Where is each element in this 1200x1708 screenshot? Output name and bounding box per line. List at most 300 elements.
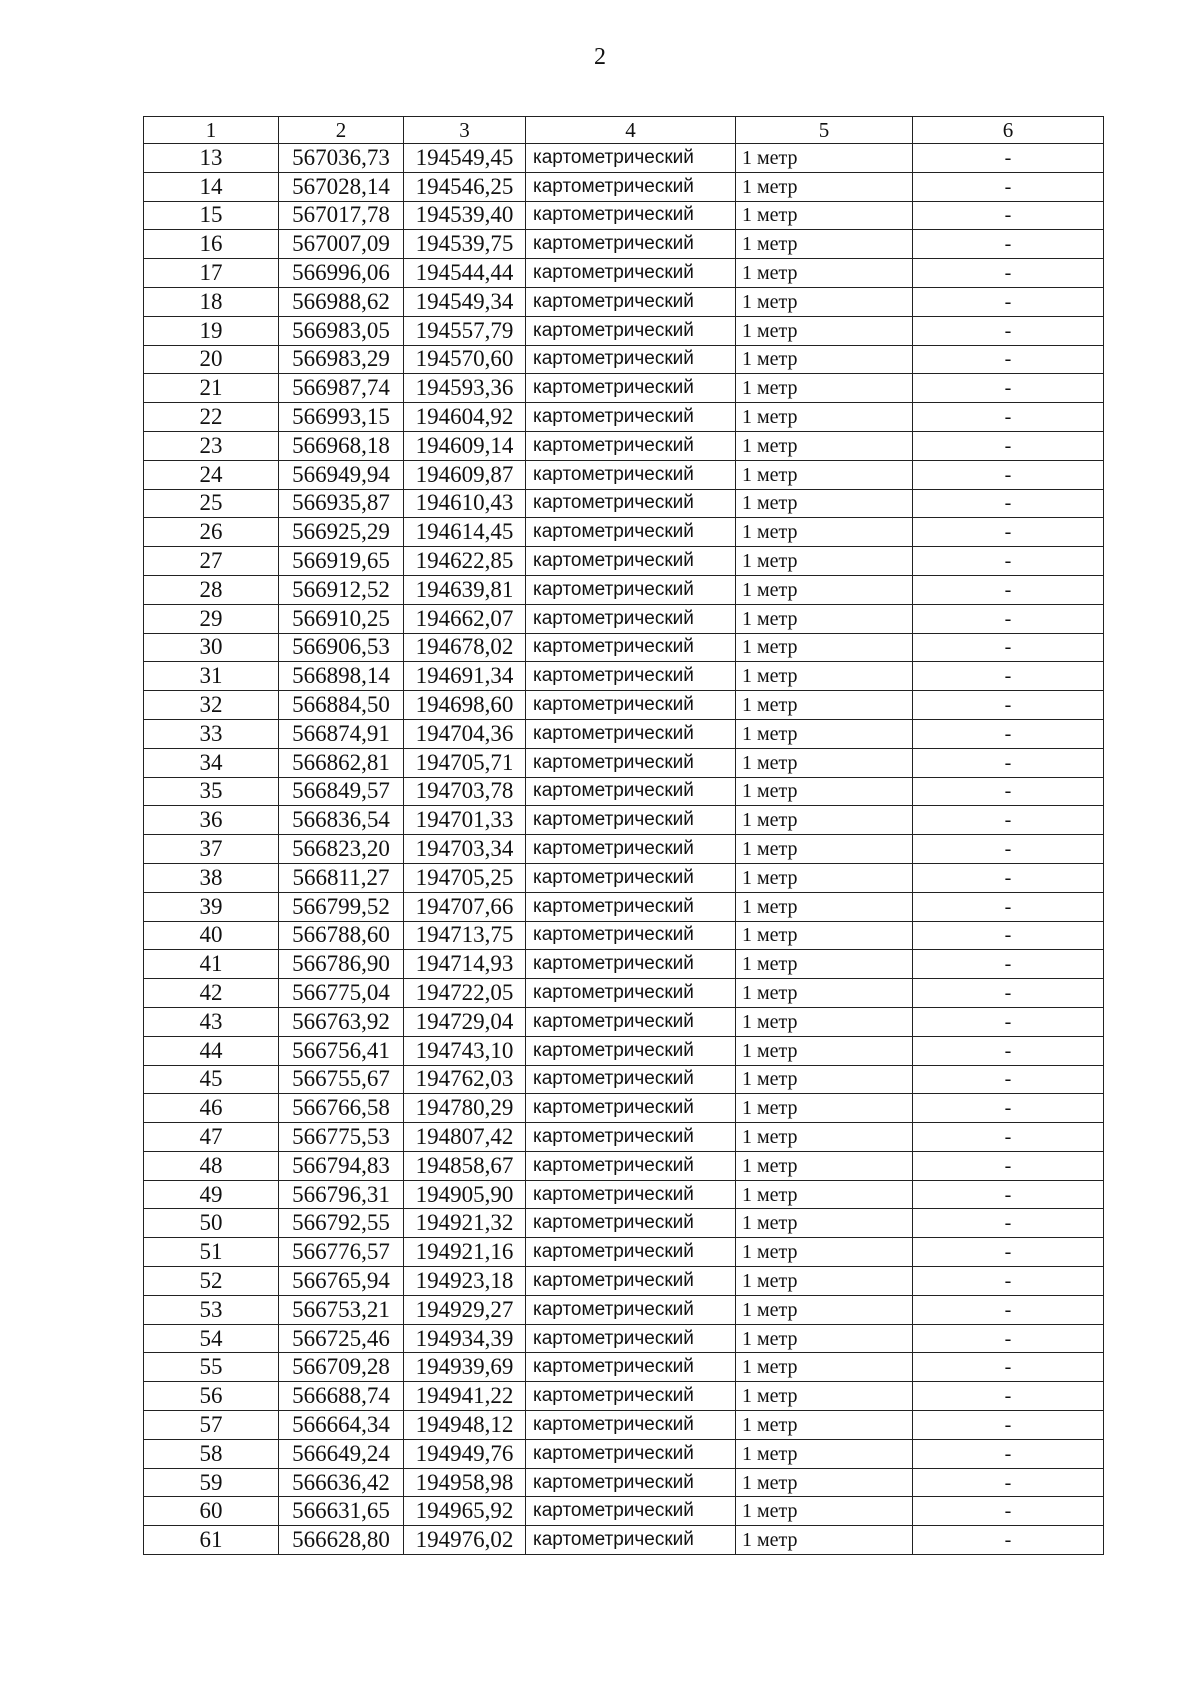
note-cell: - [913,1123,1104,1152]
accuracy-cell: 1 метр [736,374,913,403]
method-cell: картометрический [526,1267,736,1296]
table-row [144,1497,1104,1526]
point-number-cell: 20 [144,345,279,374]
table-row [144,403,1104,432]
x-coordinate-cell: 566811,27 [279,863,404,892]
note-cell: - [913,316,1104,345]
table-row [144,1353,1104,1382]
method-cell: картометрический [526,230,736,259]
y-coordinate-cell: 194921,32 [404,1209,526,1238]
x-coordinate-cell: 566988,62 [279,287,404,316]
note-cell: - [913,1180,1104,1209]
table-row [144,1123,1104,1152]
table-row [144,489,1104,518]
accuracy-cell: 1 метр [736,1382,913,1411]
note-cell: - [913,1353,1104,1382]
table-row [144,1065,1104,1094]
table-row [144,518,1104,547]
table-row [144,547,1104,576]
y-coordinate-cell: 194691,34 [404,662,526,691]
table-row [144,1036,1104,1065]
accuracy-cell: 1 метр [736,892,913,921]
x-coordinate-cell: 566755,67 [279,1065,404,1094]
table-row [144,287,1104,316]
note-cell: - [913,259,1104,288]
note-cell: - [913,403,1104,432]
y-coordinate-cell: 194807,42 [404,1123,526,1152]
note-cell: - [913,863,1104,892]
y-coordinate-cell: 194622,85 [404,547,526,576]
note-cell: - [913,1411,1104,1440]
y-coordinate-cell: 194609,14 [404,431,526,460]
method-cell: картометрический [526,835,736,864]
method-cell: картометрический [526,201,736,230]
note-cell: - [913,1439,1104,1468]
y-coordinate-cell: 194705,25 [404,863,526,892]
note-cell: - [913,575,1104,604]
method-cell: картометрический [526,1007,736,1036]
y-coordinate-cell: 194948,12 [404,1411,526,1440]
table-row [144,144,1104,173]
point-number-cell: 44 [144,1036,279,1065]
point-number-cell: 19 [144,316,279,345]
accuracy-cell: 1 метр [736,921,913,950]
table-row [144,1468,1104,1497]
point-number-cell: 51 [144,1238,279,1267]
method-cell: картометрический [526,460,736,489]
note-cell: - [913,431,1104,460]
accuracy-cell: 1 метр [736,345,913,374]
x-coordinate-cell: 566792,55 [279,1209,404,1238]
x-coordinate-cell: 566775,53 [279,1123,404,1152]
accuracy-cell: 1 метр [736,1180,913,1209]
point-number-cell: 40 [144,921,279,950]
y-coordinate-cell: 194729,04 [404,1007,526,1036]
y-coordinate-cell: 194544,44 [404,259,526,288]
table-row [144,172,1104,201]
method-cell: картометрический [526,1238,736,1267]
method-cell: картометрический [526,1180,736,1209]
y-coordinate-cell: 194921,16 [404,1238,526,1267]
note-cell: - [913,374,1104,403]
table-row [144,460,1104,489]
point-number-cell: 55 [144,1353,279,1382]
method-cell: картометрический [526,1123,736,1152]
method-cell: картометрический [526,1526,736,1555]
note-cell: - [913,144,1104,173]
note-cell: - [913,950,1104,979]
method-cell: картометрический [526,691,736,720]
x-coordinate-cell: 566983,29 [279,345,404,374]
note-cell: - [913,719,1104,748]
y-coordinate-cell: 194714,93 [404,950,526,979]
accuracy-cell: 1 метр [736,144,913,173]
note-cell: - [913,691,1104,720]
point-number-cell: 54 [144,1324,279,1353]
accuracy-cell: 1 метр [736,1036,913,1065]
note-cell: - [913,1324,1104,1353]
method-cell: картометрический [526,1324,736,1353]
method-cell: картометрический [526,547,736,576]
table-row [144,1295,1104,1324]
x-coordinate-cell: 566753,21 [279,1295,404,1324]
y-coordinate-cell: 194539,75 [404,230,526,259]
method-cell: картометрический [526,1382,736,1411]
x-coordinate-cell: 566836,54 [279,806,404,835]
y-coordinate-cell: 194609,87 [404,460,526,489]
note-cell: - [913,1209,1104,1238]
table-row [144,950,1104,979]
note-cell: - [913,1497,1104,1526]
y-coordinate-cell: 194939,69 [404,1353,526,1382]
y-coordinate-cell: 194743,10 [404,1036,526,1065]
note-cell: - [913,1238,1104,1267]
table-row [144,1439,1104,1468]
method-cell: картометрический [526,489,736,518]
x-coordinate-cell: 566935,87 [279,489,404,518]
table-header [144,117,1104,144]
accuracy-cell: 1 метр [736,1324,913,1353]
note-cell: - [913,604,1104,633]
point-number-cell: 43 [144,1007,279,1036]
method-cell: картометрический [526,345,736,374]
y-coordinate-cell: 194762,03 [404,1065,526,1094]
table-row [144,1209,1104,1238]
accuracy-cell: 1 метр [736,316,913,345]
accuracy-cell: 1 метр [736,748,913,777]
method-cell: картометрический [526,719,736,748]
point-number-cell: 41 [144,950,279,979]
x-coordinate-cell: 566688,74 [279,1382,404,1411]
note-cell: - [913,1007,1104,1036]
note-cell: - [913,172,1104,201]
accuracy-cell: 1 метр [736,1209,913,1238]
accuracy-cell: 1 метр [736,979,913,1008]
note-cell: - [913,201,1104,230]
note-cell: - [913,1267,1104,1296]
accuracy-cell: 1 метр [736,230,913,259]
x-coordinate-cell: 566949,94 [279,460,404,489]
accuracy-cell: 1 метр [736,431,913,460]
method-cell: картометрический [526,403,736,432]
accuracy-cell: 1 метр [736,863,913,892]
method-cell: картометрический [526,1497,736,1526]
x-coordinate-cell: 566631,65 [279,1497,404,1526]
y-coordinate-cell: 194703,78 [404,777,526,806]
table-row [144,374,1104,403]
method-cell: картометрический [526,1468,736,1497]
table-row [144,979,1104,1008]
accuracy-cell: 1 метр [736,1151,913,1180]
accuracy-cell: 1 метр [736,1238,913,1267]
note-cell: - [913,287,1104,316]
table-row [144,604,1104,633]
point-number-cell: 47 [144,1123,279,1152]
accuracy-cell: 1 метр [736,691,913,720]
point-number-cell: 25 [144,489,279,518]
x-coordinate-cell: 566849,57 [279,777,404,806]
accuracy-cell: 1 метр [736,604,913,633]
accuracy-cell: 1 метр [736,806,913,835]
table-row [144,1267,1104,1296]
y-coordinate-cell: 194934,39 [404,1324,526,1353]
accuracy-cell: 1 метр [736,1094,913,1123]
x-coordinate-cell: 566898,14 [279,662,404,691]
x-coordinate-cell: 567036,73 [279,144,404,173]
header-cell-4: 4 [526,117,736,144]
point-number-cell: 33 [144,719,279,748]
table-row [144,1180,1104,1209]
x-coordinate-cell: 566993,15 [279,403,404,432]
table-row [144,1238,1104,1267]
header-cell-1: 1 [144,117,279,144]
point-number-cell: 52 [144,1267,279,1296]
x-coordinate-cell: 567028,14 [279,172,404,201]
x-coordinate-cell: 566709,28 [279,1353,404,1382]
table-row [144,633,1104,662]
method-cell: картометрический [526,863,736,892]
accuracy-cell: 1 метр [736,835,913,864]
x-coordinate-cell: 566788,60 [279,921,404,950]
method-cell: картометрический [526,172,736,201]
accuracy-cell: 1 метр [736,1123,913,1152]
point-number-cell: 45 [144,1065,279,1094]
table-row [144,662,1104,691]
note-cell: - [913,1526,1104,1555]
accuracy-cell: 1 метр [736,662,913,691]
y-coordinate-cell: 194701,33 [404,806,526,835]
point-number-cell: 22 [144,403,279,432]
note-cell: - [913,921,1104,950]
accuracy-cell: 1 метр [736,1468,913,1497]
point-number-cell: 39 [144,892,279,921]
note-cell: - [913,662,1104,691]
x-coordinate-cell: 566919,65 [279,547,404,576]
x-coordinate-cell: 566983,05 [279,316,404,345]
table-row [144,1411,1104,1440]
note-cell: - [913,1151,1104,1180]
x-coordinate-cell: 566775,04 [279,979,404,1008]
note-cell: - [913,345,1104,374]
x-coordinate-cell: 566925,29 [279,518,404,547]
note-cell: - [913,518,1104,547]
x-coordinate-cell: 566884,50 [279,691,404,720]
accuracy-cell: 1 метр [736,950,913,979]
accuracy-cell: 1 метр [736,1526,913,1555]
accuracy-cell: 1 метр [736,547,913,576]
note-cell: - [913,489,1104,518]
point-number-cell: 30 [144,633,279,662]
accuracy-cell: 1 метр [736,1267,913,1296]
point-number-cell: 14 [144,172,279,201]
method-cell: картометрический [526,374,736,403]
method-cell: картометрический [526,144,736,173]
accuracy-cell: 1 метр [736,489,913,518]
accuracy-cell: 1 метр [736,1353,913,1382]
x-coordinate-cell: 566763,92 [279,1007,404,1036]
point-number-cell: 17 [144,259,279,288]
x-coordinate-cell: 566786,90 [279,950,404,979]
y-coordinate-cell: 194929,27 [404,1295,526,1324]
note-cell: - [913,892,1104,921]
note-cell: - [913,1382,1104,1411]
y-coordinate-cell: 194713,75 [404,921,526,950]
accuracy-cell: 1 метр [736,633,913,662]
accuracy-cell: 1 метр [736,719,913,748]
note-cell: - [913,777,1104,806]
table-row [144,719,1104,748]
y-coordinate-cell: 194549,45 [404,144,526,173]
accuracy-cell: 1 метр [736,518,913,547]
x-coordinate-cell: 567017,78 [279,201,404,230]
note-cell: - [913,1468,1104,1497]
method-cell: картометрический [526,604,736,633]
table-row [144,892,1104,921]
table-row [144,1526,1104,1555]
note-cell: - [913,230,1104,259]
accuracy-cell: 1 метр [736,1065,913,1094]
point-number-cell: 60 [144,1497,279,1526]
accuracy-cell: 1 метр [736,201,913,230]
x-coordinate-cell: 566794,83 [279,1151,404,1180]
y-coordinate-cell: 194639,81 [404,575,526,604]
point-number-cell: 16 [144,230,279,259]
y-coordinate-cell: 194965,92 [404,1497,526,1526]
table-row [144,806,1104,835]
y-coordinate-cell: 194705,71 [404,748,526,777]
table-row [144,201,1104,230]
table-row [144,259,1104,288]
method-cell: картометрический [526,1036,736,1065]
point-number-cell: 57 [144,1411,279,1440]
note-cell: - [913,835,1104,864]
header-cell-5: 5 [736,117,913,144]
point-number-cell: 49 [144,1180,279,1209]
method-cell: картометрический [526,806,736,835]
table-row [144,748,1104,777]
point-number-cell: 46 [144,1094,279,1123]
table-row [144,431,1104,460]
y-coordinate-cell: 194546,25 [404,172,526,201]
method-cell: картометрический [526,777,736,806]
y-coordinate-cell: 194604,92 [404,403,526,432]
y-coordinate-cell: 194958,98 [404,1468,526,1497]
y-coordinate-cell: 194703,34 [404,835,526,864]
method-cell: картометрический [526,950,736,979]
accuracy-cell: 1 метр [736,1007,913,1036]
point-number-cell: 35 [144,777,279,806]
y-coordinate-cell: 194610,43 [404,489,526,518]
note-cell: - [913,979,1104,1008]
x-coordinate-cell: 566776,57 [279,1238,404,1267]
y-coordinate-cell: 194593,36 [404,374,526,403]
table-row [144,345,1104,374]
table-row [144,1382,1104,1411]
table-row [144,1151,1104,1180]
y-coordinate-cell: 194539,40 [404,201,526,230]
table-row [144,691,1104,720]
page-number: 2 [594,44,606,70]
y-coordinate-cell: 194923,18 [404,1267,526,1296]
x-coordinate-cell: 566756,41 [279,1036,404,1065]
x-coordinate-cell: 566968,18 [279,431,404,460]
x-coordinate-cell: 566874,91 [279,719,404,748]
point-number-cell: 23 [144,431,279,460]
x-coordinate-cell: 566725,46 [279,1324,404,1353]
accuracy-cell: 1 метр [736,460,913,489]
point-number-cell: 61 [144,1526,279,1555]
point-number-cell: 50 [144,1209,279,1238]
x-coordinate-cell: 566796,31 [279,1180,404,1209]
y-coordinate-cell: 194941,22 [404,1382,526,1411]
point-number-cell: 29 [144,604,279,633]
method-cell: картометрический [526,259,736,288]
accuracy-cell: 1 метр [736,259,913,288]
table-row [144,863,1104,892]
note-cell: - [913,547,1104,576]
method-cell: картометрический [526,1411,736,1440]
table-row [144,777,1104,806]
point-number-cell: 48 [144,1151,279,1180]
x-coordinate-cell: 566912,52 [279,575,404,604]
note-cell: - [913,633,1104,662]
y-coordinate-cell: 194662,07 [404,604,526,633]
table-body [144,144,1104,1555]
note-cell: - [913,1036,1104,1065]
x-coordinate-cell: 566910,25 [279,604,404,633]
header-cell-6: 6 [913,117,1104,144]
method-cell: картометрический [526,748,736,777]
coordinates-table [143,116,1104,1555]
point-number-cell: 56 [144,1382,279,1411]
y-coordinate-cell: 194698,60 [404,691,526,720]
point-number-cell: 42 [144,979,279,1008]
table-row [144,575,1104,604]
point-number-cell: 59 [144,1468,279,1497]
header-row [144,117,1104,144]
method-cell: картометрический [526,633,736,662]
point-number-cell: 28 [144,575,279,604]
point-number-cell: 24 [144,460,279,489]
x-coordinate-cell: 566799,52 [279,892,404,921]
table-row [144,1324,1104,1353]
method-cell: картометрический [526,287,736,316]
method-cell: картометрический [526,1353,736,1382]
accuracy-cell: 1 метр [736,1295,913,1324]
note-cell: - [913,1295,1104,1324]
accuracy-cell: 1 метр [736,1497,913,1526]
x-coordinate-cell: 566765,94 [279,1267,404,1296]
accuracy-cell: 1 метр [736,287,913,316]
table-row [144,1007,1104,1036]
note-cell: - [913,806,1104,835]
x-coordinate-cell: 566906,53 [279,633,404,662]
point-number-cell: 15 [144,201,279,230]
point-number-cell: 13 [144,144,279,173]
method-cell: картометрический [526,1065,736,1094]
method-cell: картометрический [526,575,736,604]
method-cell: картометрический [526,1439,736,1468]
table-row [144,835,1104,864]
y-coordinate-cell: 194858,67 [404,1151,526,1180]
x-coordinate-cell: 566862,81 [279,748,404,777]
x-coordinate-cell: 566996,06 [279,259,404,288]
x-coordinate-cell: 566823,20 [279,835,404,864]
note-cell: - [913,1094,1104,1123]
x-coordinate-cell: 566664,34 [279,1411,404,1440]
method-cell: картометрический [526,316,736,345]
accuracy-cell: 1 метр [736,172,913,201]
